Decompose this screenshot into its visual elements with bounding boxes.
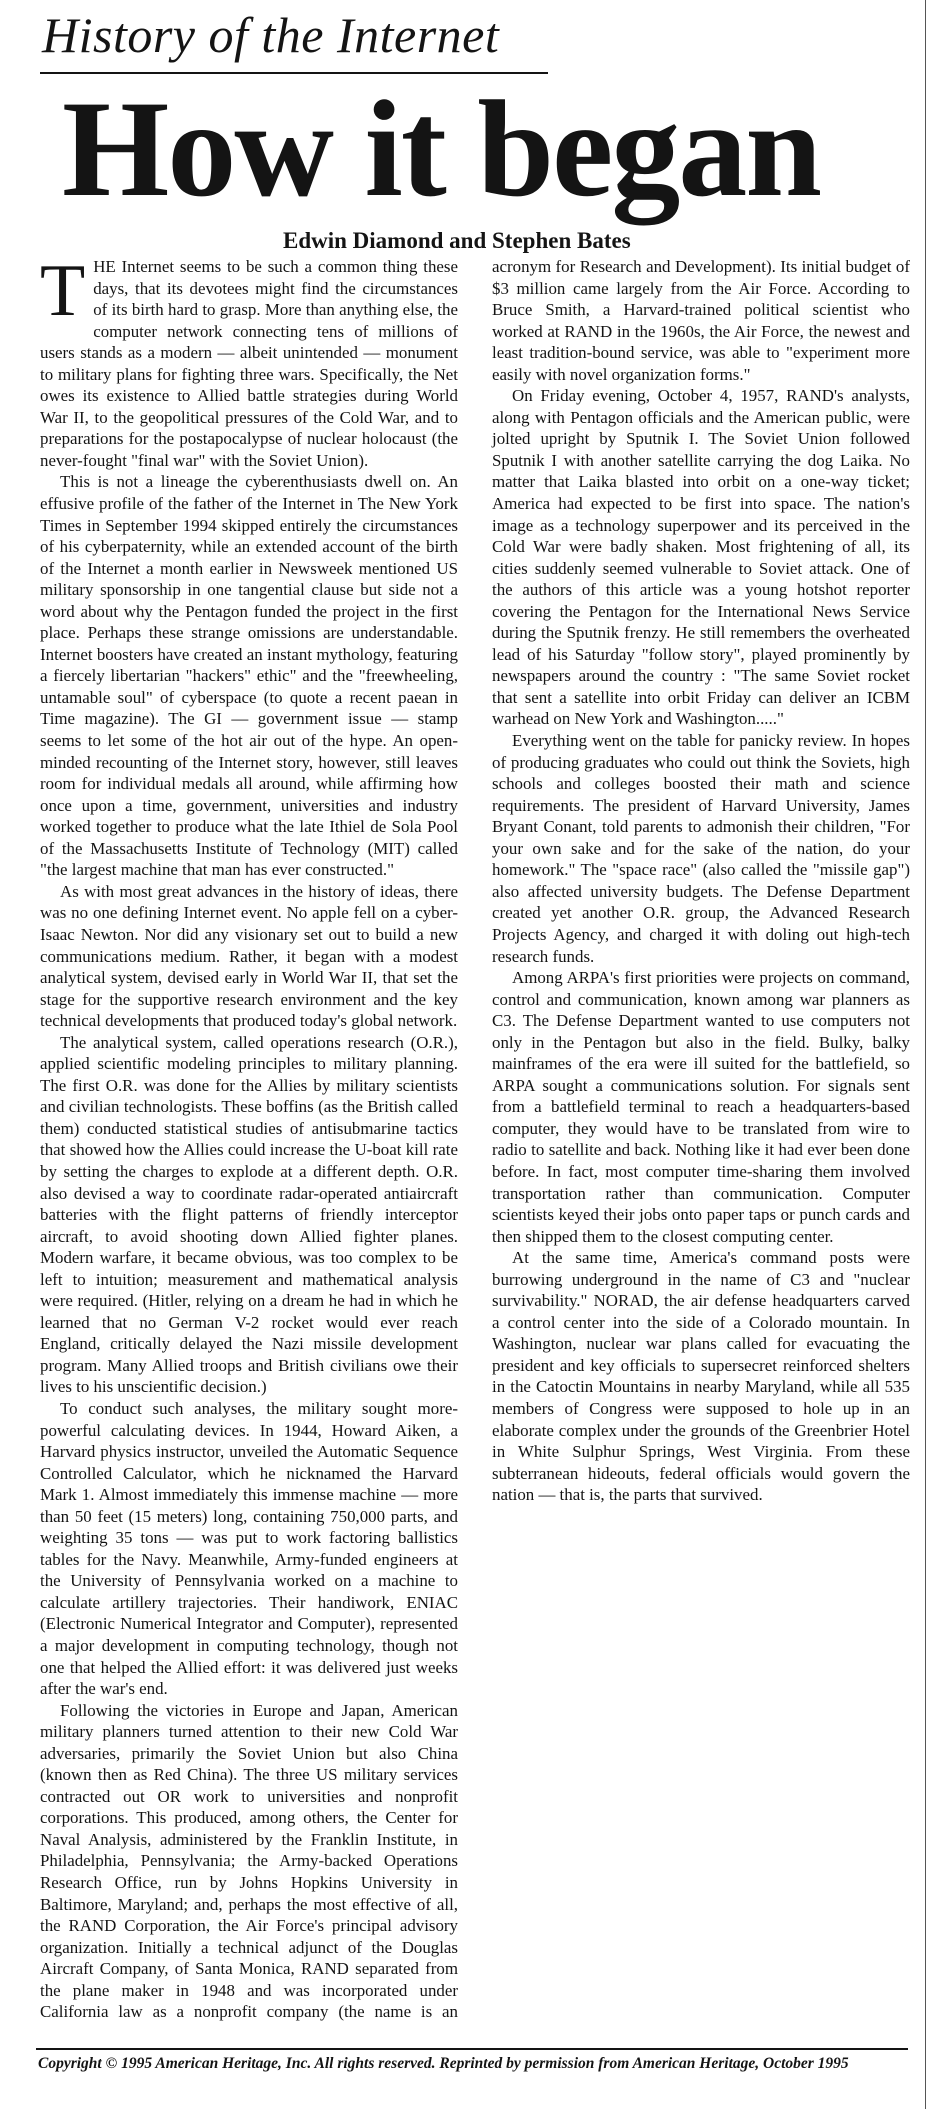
footer-divider (36, 2048, 908, 2050)
article-body (40, 256, 910, 2034)
article-paragraph: The analytical system, called operations research (O.R.), applied scientific modeling principles to military planning. The first O.R. was done for the Allies by military scientists and civilian technologists. These boffins (as the British called them) conducted statistical studies of antisubmarine tactics that showed how the Allies could increase the U-boat kill rate by setting the charges to explode at a different depth. O.R. also devised a way to coordinate radar-operated antiaircraft batteries with the flight patterns of friendly interceptor aircraft, to avoid shooting down Allied fighter planes. Modern warfare, it became obvious, was too complex to be left to intuition; measurement and mathematical analysis were required. (Hitler, relying on a dream he had in which he learned that no German V-2 rocket would ever reach England, critically delayed the Nazi missile development program. Many Allied troops and British civilians owe their lives to his unscientific decision.) (40, 1032, 458, 1397)
headline: How it began (62, 72, 821, 225)
paragraph-text: HE Internet seems to be such a common thing these days, that its devotees might find the circumstances of its birth hard to grasp. More than anything else, the computer network connecting tens of millions of users stands as a modern — albeit unintended — monument to military plans for fighting three wars. Specifically, the Net owes its existence to Allied battle strategies during World War II, to the geopolitical pressures of the Cold War, and to preparations for the postapocalypse of nuclear holocaust (the never-fought "final war" with the Soviet Union). (40, 257, 458, 470)
drop-cap: T (40, 256, 86, 332)
article-paragraph: Everything went on the table for panicky review. In hopes of producing graduates who could out think the Soviets, high schools and colleges boosted their math and science requirements. The president of Harvard University, James Bryant Conant, told parents to admonish their children, "For your own sake and for the sake of the nation, do your homework." The "space race" (also called the "missile gap") also affected university budgets. The Defense Department created yet another O.R. group, the Advanced Research Projects Agency, and charged it with doling out high-tech research funds. (492, 731, 910, 966)
article-paragraph (40, 256, 458, 471)
article-paragraph: As with most great advances in the history of ideas, there was no one defining Internet event. No apple fell on a cyber-Isaac Newton. Nor did any visionary set out to build a new communications medium. Rather, it began with a modest analytical system, devised early in World War II, that set the stage for the supportive research environment and the key technical developments that produced today's global network. (40, 881, 458, 1031)
section-kicker: History of the Internet (42, 7, 500, 63)
article-paragraph: To conduct such analyses, the military sought more-powerful calculating devices. In 1944, Howard Aiken, a Harvard physics instructor, unveiled the Automatic Sequence Controlled Calculator, which he nicknamed the Harvard Mark 1. Almost immediately this immense machine — more than 50 feet (15 meters) long, containing 750,000 parts, and weighting 35 tons — was put to work factoring ballistics tables for the Navy. Meanwhile, Army-funded engineers at the University of Pennsylvania worked on a machine to calculate artillery trajectories. Their handiwork, ENIAC (Electronic Numerical Integrator and Computer), represented a major development in computing technology, though not one that helped the Allied effort: it was delivered just weeks after the war's end. (40, 1398, 458, 1699)
copyright-credit: Copyright © 1995 American Heritage, Inc. All rights reserved. Reprinted by permission from American Heritage, October 1995 (38, 2055, 849, 2072)
byline: Edwin Diamond and Stephen Bates (283, 228, 631, 253)
article-paragraph: On Friday evening, October 4, 1957, RAND's analysts, along with Pentagon officials and the American public, were jolted upright by Sputnik I. The Soviet Union followed Sputnik I with another satellite carrying the dog Laika. No matter that Laika blasted into orbit on a one-way ticket; America had expected to be first into space. The nation's image as a technology superpower and its perceived in the Cold War were badly shaken. Most frightening of all, its cities suddenly seemed vulnerable to Soviet attack. One of the authors of this article was a young hotshot reporter covering the Pentagon for the International News Service during the Sputnik frenzy. He still remembers the overheated lead of his Saturday "follow story", played prominently by newspapers around the country : "The same Soviet rocket that sent a satellite into orbit Friday can deliver an ICBM warhead on New York and Washington....." (492, 386, 910, 729)
article-paragraph: Among ARPA's first priorities were projects on command, control and communication, known among war planners as C3. The Defense Department wanted to use computers not only in the Pentagon but also in the field. Bulky, balky mainframes of the era were ill suited for the battlefield, so ARPA sought a communications solution. For signals sent from a battlefield terminal to reach a headquarters-based computer, they would have to be translated from wire to radio to satellite and back. Nothing like it had ever been done before. In fact, most computer time-sharing them involved transportation rather than communication. Computer scientists keyed their jobs onto paper taps or punch cards and then shipped them to the closest computing center. (492, 968, 910, 1246)
page-edge-rule (925, 0, 926, 2109)
article-paragraph: This is not a lineage the cyberenthusiasts dwell on. An effusive profile of the father of the Internet in The New York Times in September 1994 skipped entirely the circumstances of his cyberpaternity, while an extended account of the birth of the Internet a month earlier in Newsweek mentioned US military sponsorship in one tangential clause but side not a word about why the Pentagon funded the project in the first place. Perhaps these strange omissions are understandable. Internet boosters have created an instant mythology, featuring a fiercely libertarian "hackers" ethic" and the "freewheeling, untamable soul" of cyberspace (to quote a recent paean in Time magazine). The GI — government issue — stamp seems to let some of the hot air out of the hype. An open-minded recounting of the Internet story, however, still leaves room for individual medals all around, while affirming how once upon a time, government, universities and industry worked together to produce what the late Ithiel de Sola Pool of the Massachusetts Institute of Technology (MIT) called "the largest machine that man has ever constructed." (40, 472, 458, 880)
article-paragraph: At the same time, America's command posts were burrowing underground in the name of C3 and "nuclear survivability." NORAD, the air defense headquarters carved a control center into the side of a Colorado mountain. In Washington, nuclear war plans called for evacuating the president and key officials to supersecret reinforced shelters in the Catoctin Mountains in nearby Maryland, while all 535 members of Congress were supposed to hole up in an elaborate complex under the grounds of the Greenbrier Hotel in White Sulphur Springs, West Virginia. From these subterranean hideouts, federal officials would govern the nation — that is, the parts that survived. (492, 1248, 910, 1505)
article-paragraph: Following the victories in Europe and Japan, American military planners turned attention to their new Cold War adversaries, primarily the Soviet Union but also China (known then as Red China). The three US military services contracted out OR work to universities and nonprofit corporations. This produced, among others, the Center for Naval Analysis, administered by the Franklin Institute, in Philadelphia, Pennsylvania; the Army-backed Operations Research Office, run by Johns Hopkins University in Baltimore, Maryland; and, perhaps the most effective of all, the RAND Corporation, the Air Force's principal advisory organization. Initially a technical adjunct of the Douglas Aircraft Company, of Santa Monica, RAND separated from the plane maker in 1948 and was incorporated under California law as a nonprofit company (the name is an acronym for Research and Development). Its initial budget of $3 million came largely from the Air Force. According to Bruce Smith, a Harvard-trained political scientist who worked at RAND in the 1960s, the Air Force, the newest and least tradition-bound service, was able to "experiment more easily with novel organization forms." (40, 257, 910, 2022)
